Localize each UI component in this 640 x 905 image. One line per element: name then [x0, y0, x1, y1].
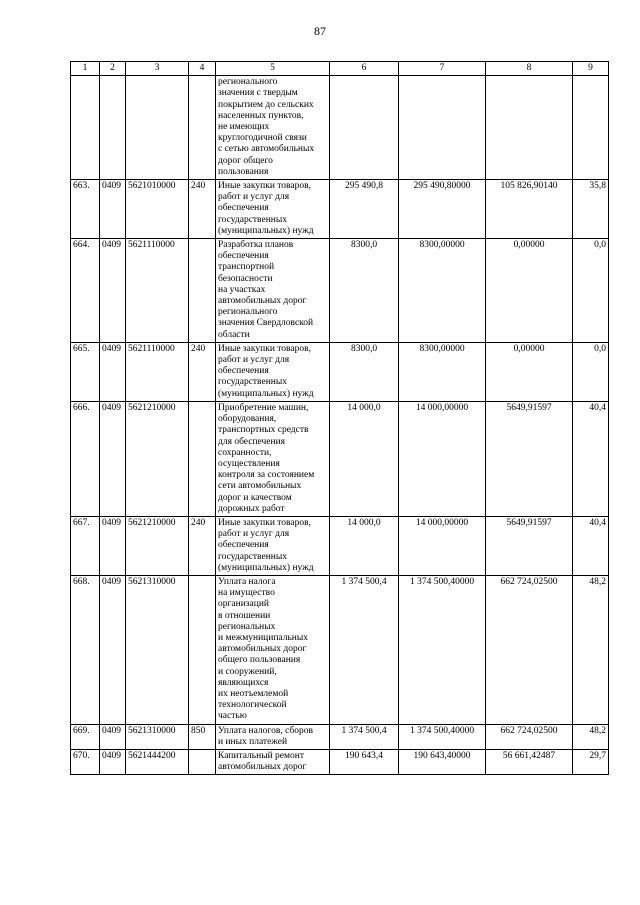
section-code-cell: 0409	[100, 516, 126, 575]
section-code-cell: 0409	[100, 575, 126, 724]
expense-kind-cell	[189, 749, 216, 774]
approved-amount-cell: 14 000,00000	[399, 516, 486, 575]
row-number-cell: 668.	[71, 575, 100, 724]
percent-cell: 35,8	[573, 180, 609, 239]
item-name-cell: регионального значения с твердым покрытием до сельских населенных пунктов, не имеющих круглогодичной связи с сетью автомобильных дорог общего пользования	[216, 76, 330, 180]
column-header: 1	[71, 62, 100, 76]
executed-amount-cell: 0,00000	[486, 239, 573, 343]
expense-kind-cell	[189, 401, 216, 516]
percent-cell: 29,7	[573, 749, 609, 774]
row-number-cell: 664.	[71, 239, 100, 343]
expense-kind-cell: 240	[189, 342, 216, 401]
plan-amount-cell: 8300,0	[330, 239, 399, 343]
plan-amount-cell: 14 000,0	[330, 516, 399, 575]
expense-kind-cell	[189, 239, 216, 343]
plan-amount-cell: 8300,0	[330, 342, 399, 401]
section-code-cell: 0409	[100, 724, 126, 749]
section-code-cell	[100, 76, 126, 180]
expense-kind-cell: 240	[189, 516, 216, 575]
section-code-cell: 0409	[100, 342, 126, 401]
expense-kind-cell	[189, 575, 216, 724]
executed-amount-cell: 662 724,02500	[486, 575, 573, 724]
target-article-cell: 5621110000	[126, 342, 189, 401]
approved-amount-cell: 1 374 500,40000	[399, 575, 486, 724]
table-row	[71, 239, 609, 343]
percent-cell: 0,0	[573, 342, 609, 401]
plan-amount-cell: 14 000,0	[330, 401, 399, 516]
percent-cell: 48,2	[573, 724, 609, 749]
item-name-cell: Разработка планов обеспечения транспортной безопасности на участках автомобильных дорог регионального значения Свердловской области	[216, 239, 330, 343]
table-row	[71, 180, 609, 239]
table-row	[71, 724, 609, 749]
approved-amount-cell: 295 490,80000	[399, 180, 486, 239]
item-name-cell: Приобретение машин, оборудования, транспортных средств для обеспечения сохранности, осуществления контроля за состоянием сети автомобильных дорог и качеством дорожных работ	[216, 401, 330, 516]
column-number-row	[71, 62, 609, 76]
approved-amount-cell	[399, 76, 486, 180]
column-header: 5	[216, 62, 330, 76]
executed-amount-cell: 105 826,90140	[486, 180, 573, 239]
percent-cell	[573, 76, 609, 180]
target-article-cell: 5621210000	[126, 401, 189, 516]
target-article-cell: 5621210000	[126, 516, 189, 575]
executed-amount-cell	[486, 76, 573, 180]
item-name-cell: Уплата налогов, сборов и иных платежей	[216, 724, 330, 749]
column-header: 7	[399, 62, 486, 76]
item-name-cell: Уплата налога на имущество организаций в отношении региональных и межмуниципальных автомобильных дорог общего пользования и сооружений, являющихся их неотъемлемой технологической частью	[216, 575, 330, 724]
section-code-cell: 0409	[100, 239, 126, 343]
plan-amount-cell: 295 490,8	[330, 180, 399, 239]
plan-amount-cell: 190 643,4	[330, 749, 399, 774]
expense-kind-cell: 240	[189, 180, 216, 239]
executed-amount-cell: 5649,91597	[486, 401, 573, 516]
section-code-cell: 0409	[100, 401, 126, 516]
table-row	[71, 749, 609, 774]
expense-kind-cell: 850	[189, 724, 216, 749]
column-header: 6	[330, 62, 399, 76]
percent-cell: 40,4	[573, 516, 609, 575]
approved-amount-cell: 1 374 500,40000	[399, 724, 486, 749]
row-number-cell: 663.	[71, 180, 100, 239]
approved-amount-cell: 8300,00000	[399, 239, 486, 343]
row-number-cell: 665.	[71, 342, 100, 401]
executed-amount-cell: 0,00000	[486, 342, 573, 401]
table-row	[71, 516, 609, 575]
approved-amount-cell: 14 000,00000	[399, 401, 486, 516]
section-code-cell: 0409	[100, 180, 126, 239]
item-name-cell: Иные закупки товаров, работ и услуг для обеспечения государственных (муниципальных) нужд	[216, 180, 330, 239]
executed-amount-cell: 662 724,02500	[486, 724, 573, 749]
row-number-cell: 670.	[71, 749, 100, 774]
target-article-cell: 5621444200	[126, 749, 189, 774]
column-header: 9	[573, 62, 609, 76]
target-article-cell: 5621310000	[126, 724, 189, 749]
budget-table	[70, 61, 609, 775]
approved-amount-cell: 8300,00000	[399, 342, 486, 401]
plan-amount-cell: 1 374 500,4	[330, 724, 399, 749]
item-name-cell: Капитальный ремонт автомобильных дорог	[216, 749, 330, 774]
column-header: 2	[100, 62, 126, 76]
row-number-cell	[71, 76, 100, 180]
column-header: 8	[486, 62, 573, 76]
column-header: 4	[189, 62, 216, 76]
row-number-cell: 666.	[71, 401, 100, 516]
approved-amount-cell: 190 643,40000	[399, 749, 486, 774]
item-name-cell: Иные закупки товаров, работ и услуг для обеспечения государственных (муниципальных) нужд	[216, 342, 330, 401]
percent-cell: 0,0	[573, 239, 609, 343]
table-row	[71, 575, 609, 724]
table-row	[71, 76, 609, 180]
plan-amount-cell: 1 374 500,4	[330, 575, 399, 724]
expense-kind-cell	[189, 76, 216, 180]
table-row	[71, 401, 609, 516]
target-article-cell	[126, 76, 189, 180]
executed-amount-cell: 5649,91597	[486, 516, 573, 575]
plan-amount-cell	[330, 76, 399, 180]
executed-amount-cell: 56 661,42487	[486, 749, 573, 774]
target-article-cell: 5621010000	[126, 180, 189, 239]
section-code-cell: 0409	[100, 749, 126, 774]
row-number-cell: 667.	[71, 516, 100, 575]
row-number-cell: 669.	[71, 724, 100, 749]
table-row	[71, 342, 609, 401]
target-article-cell: 5621110000	[126, 239, 189, 343]
column-header: 3	[126, 62, 189, 76]
percent-cell: 48,2	[573, 575, 609, 724]
page-number: 87	[314, 24, 326, 38]
target-article-cell: 5621310000	[126, 575, 189, 724]
item-name-cell: Иные закупки товаров, работ и услуг для обеспечения государственных (муниципальных) нужд	[216, 516, 330, 575]
percent-cell: 40,4	[573, 401, 609, 516]
